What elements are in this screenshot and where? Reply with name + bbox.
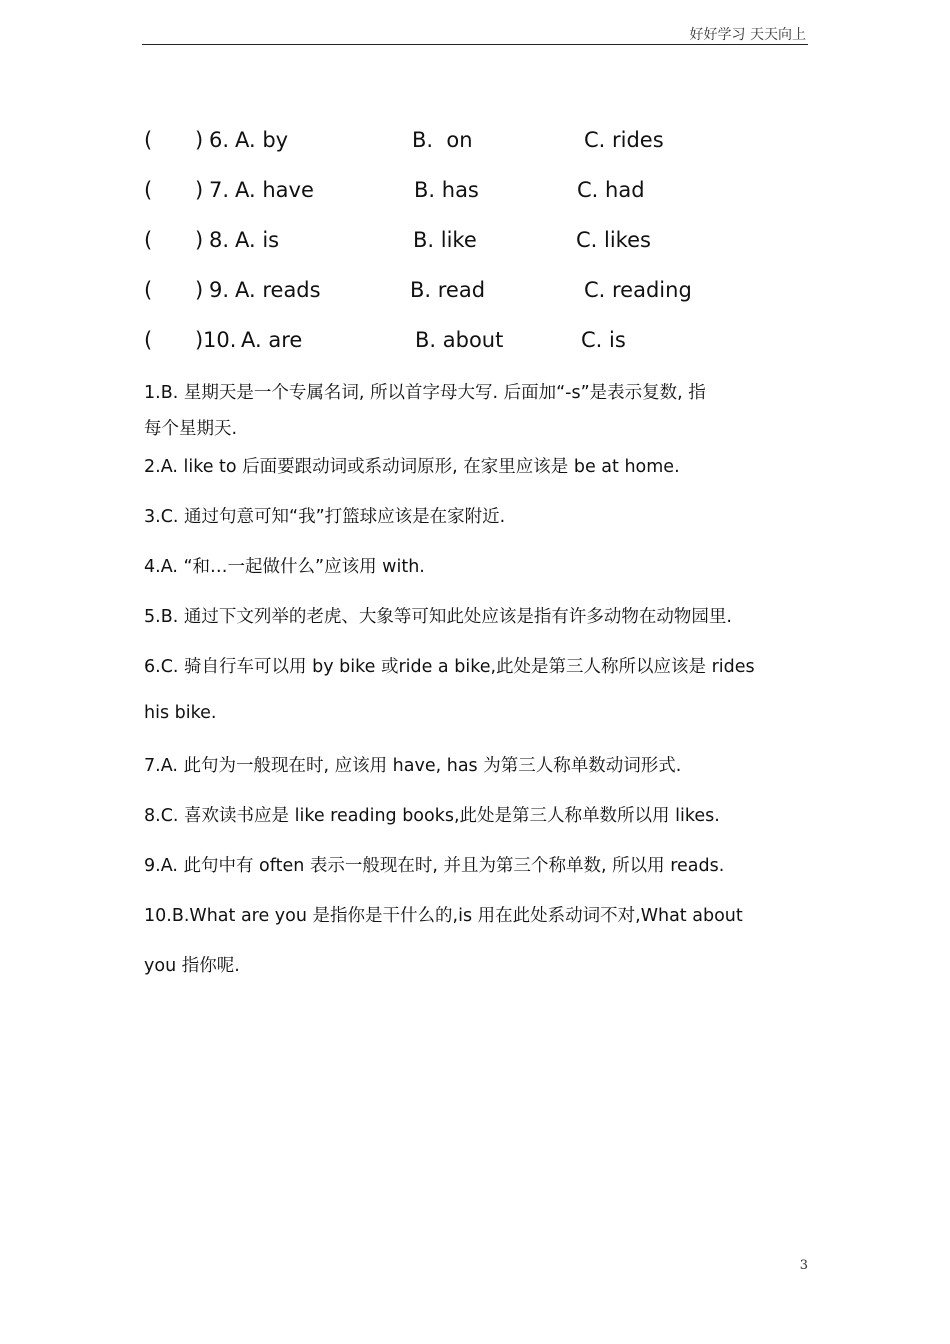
answer-paren-close: ) (195, 228, 204, 252)
answer-paren-close: ) (195, 278, 204, 302)
question-row (0, 228, 950, 258)
explanation-line: you 指你呢. (144, 956, 240, 976)
option-b: B. on (412, 128, 473, 152)
option-a: A. are (241, 328, 303, 352)
explanation-line: 3.C. 通过句意可知“我”打篮球应该是在家附近. (144, 507, 506, 527)
option-c: C. reading (584, 278, 692, 302)
option-a: A. by (235, 128, 289, 152)
question-number: 10. (203, 328, 237, 352)
option-b: B. like (413, 228, 477, 252)
question-number: 8. (209, 228, 230, 252)
page-number: 3 (799, 1258, 808, 1273)
option-c: C. likes (576, 228, 651, 252)
option-b: B. about (415, 328, 504, 352)
question-number: 6. (209, 128, 230, 152)
question-row (0, 128, 950, 158)
answer-paren-close: ) (195, 178, 204, 202)
explanation-line: his bike. (144, 703, 217, 723)
header-motto: 好好学习 天天向上 (689, 27, 806, 43)
explanation-line: 4.A. “和…一起做什么”应该用 with. (144, 557, 425, 577)
answer-paren-close: ) (195, 328, 204, 352)
question-row (0, 328, 950, 358)
answer-paren-open: ( (144, 278, 153, 302)
explanation-line: 5.B. 通过下文列举的老虎、大象等可知此处应该是指有许多动物在动物园里. (144, 607, 732, 627)
explanation-line: 每个星期天. (144, 419, 238, 439)
option-a: A. reads (235, 278, 321, 302)
header-divider (142, 44, 808, 45)
answer-paren-open: ( (144, 128, 153, 152)
question-number: 7. (209, 178, 230, 202)
option-b: B. has (414, 178, 479, 202)
option-c: C. had (577, 178, 645, 202)
question-row (0, 278, 950, 308)
explanation-line: 1.B. 星期天是一个专属名词, 所以首字母大写. 后面加“-s”是表示复数, 指 (144, 383, 706, 403)
question-number: 9. (209, 278, 230, 302)
option-c: C. is (581, 328, 626, 352)
option-c: C. rides (584, 128, 664, 152)
explanation-line: 9.A. 此句中有 often 表示一般现在时, 并且为第三个称单数, 所以用 reads. (144, 856, 725, 876)
question-row (0, 178, 950, 208)
answer-paren-close: ) (195, 128, 204, 152)
option-a: A. have (235, 178, 314, 202)
explanation-line: 6.C. 骑自行车可以用 by bike 或ride a bike,此处是第三人称所以应该是 rides (144, 657, 755, 677)
answer-paren-open: ( (144, 178, 153, 202)
answer-paren-open: ( (144, 328, 153, 352)
option-b: B. read (410, 278, 486, 302)
explanation-line: 7.A. 此句为一般现在时, 应该用 have, has 为第三人称单数动词形式. (144, 756, 682, 776)
explanation-line: 2.A. like to 后面要跟动词或系动词原形, 在家里应该是 be at home. (144, 457, 680, 477)
option-a: A. is (235, 228, 280, 252)
answer-paren-open: ( (144, 228, 153, 252)
explanation-line: 8.C. 喜欢读书应是 like reading books,此处是第三人称单数所以用 likes. (144, 806, 720, 826)
explanation-line: 10.B.What are you 是指你是干什么的,is 用在此处系动词不对,What about (144, 906, 743, 926)
